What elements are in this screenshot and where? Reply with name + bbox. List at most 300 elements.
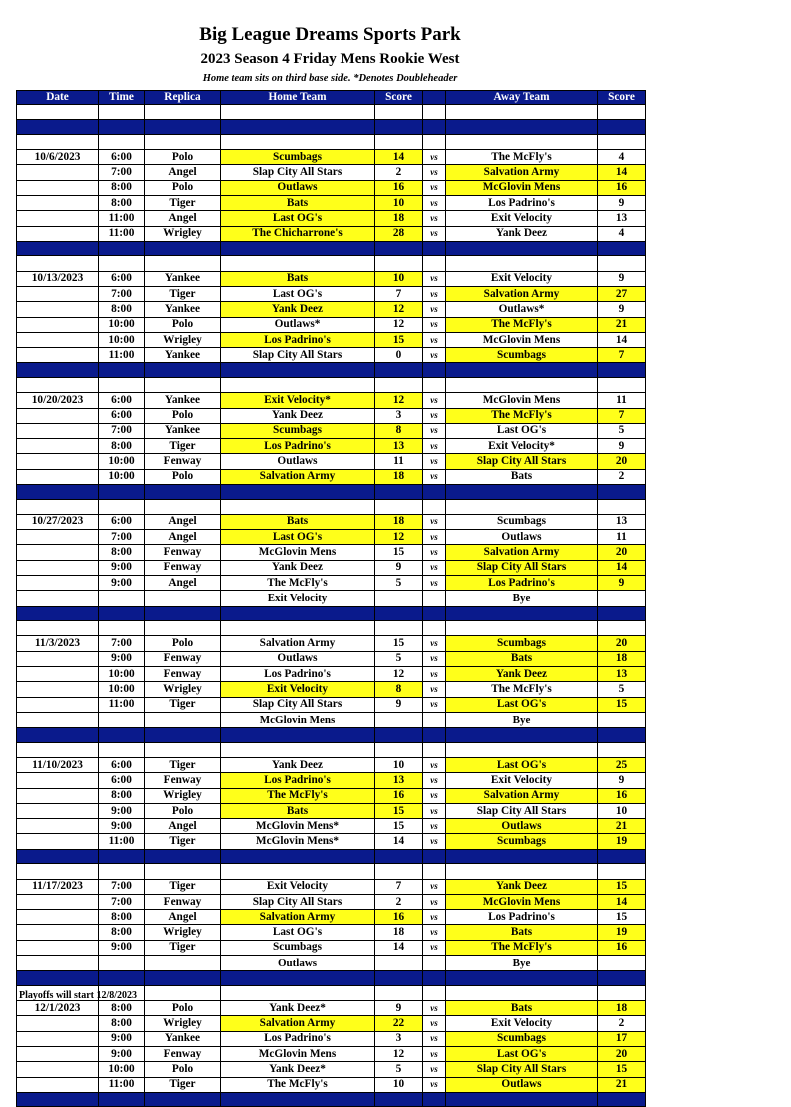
game-field: Angel [145,165,221,180]
away-score: 21 [598,819,646,834]
game-date [17,1047,99,1062]
home-team: The Chicharrone's [221,226,375,241]
blank-cell [423,134,446,149]
game-field: Fenway [145,773,221,788]
home-team: Last OG's [221,211,375,226]
table-row [17,226,646,241]
game-time: 11:00 [99,211,145,226]
vs-label: vs [423,910,446,925]
home-team: Yank Deez [221,757,375,772]
bye-team: McGlovin Mens [221,712,375,727]
game-date [17,651,99,666]
home-score: 12 [375,530,423,545]
game-time: 9:00 [99,576,145,591]
page-title: Big League Dreams Sports Park [199,24,461,45]
blank-cell [221,377,375,392]
home-score: 2 [375,894,423,909]
game-time: 8:00 [99,545,145,560]
away-team: Los Padrino's [446,195,598,210]
home-score: 12 [375,393,423,408]
vs-label: vs [423,651,446,666]
away-team: Slap City All Stars [446,1062,598,1077]
away-score: 11 [598,393,646,408]
away-team: McGlovin Mens [446,894,598,909]
away-team: Exit Velocity [446,211,598,226]
home-score: 5 [375,651,423,666]
away-team: Outlaws [446,819,598,834]
home-score: 14 [375,940,423,955]
vs-label: vs [423,454,446,469]
away-score: 9 [598,576,646,591]
home-score: 9 [375,697,423,712]
home-team: McGlovin Mens* [221,819,375,834]
away-score: 14 [598,332,646,347]
vs-label: vs [423,940,446,955]
away-score: 15 [598,697,646,712]
away-score: 17 [598,1031,646,1046]
col-header-replica: Replica [145,91,221,105]
away-score: 21 [598,317,646,332]
game-field: Yankee [145,423,221,438]
separator-cell [375,1092,423,1107]
blank-cell [99,377,145,392]
separator-cell [99,363,145,378]
game-field: Angel [145,910,221,925]
game-date [17,454,99,469]
col-header-date: Date [17,91,99,105]
away-team: Salvation Army [446,545,598,560]
game-time: 7:00 [99,530,145,545]
vs-label: vs [423,773,446,788]
game-date [17,1031,99,1046]
blank-row [17,134,646,149]
vs-label: vs [423,302,446,317]
blank-cell [17,742,99,757]
separator-cell [446,849,598,864]
game-date [17,591,99,606]
away-score: 14 [598,165,646,180]
table-row [17,757,646,772]
away-score: 19 [598,834,646,849]
vs-label: vs [423,1001,446,1016]
away-team: Los Padrino's [446,576,598,591]
game-time: 10:00 [99,332,145,347]
separator-cell [598,849,646,864]
table-row [17,925,646,940]
separator-cell [99,120,145,135]
game-date [17,894,99,909]
game-field: Yankee [145,271,221,286]
vs-label: vs [423,226,446,241]
bye-row [17,591,646,606]
game-field: Fenway [145,560,221,575]
home-team: Scumbags [221,423,375,438]
game-date: 11/17/2023 [17,879,99,894]
home-score: 22 [375,1016,423,1031]
game-field: Angel [145,576,221,591]
blank-cell [423,377,446,392]
away-team: Outlaws [446,530,598,545]
game-time: 11:00 [99,834,145,849]
vs-label [423,591,446,606]
game-field: Fenway [145,651,221,666]
game-time: 11:00 [99,1077,145,1092]
blank-cell [221,985,375,1000]
separator-cell [446,363,598,378]
separator-cell [423,849,446,864]
game-field: Tiger [145,439,221,454]
game-date [17,165,99,180]
game-field: Tiger [145,286,221,301]
blank-cell [423,742,446,757]
game-time: 9:00 [99,651,145,666]
separator-cell [423,363,446,378]
game-date [17,834,99,849]
blank-row [17,864,646,879]
game-time: 6:00 [99,393,145,408]
home-team: Scumbags [221,150,375,165]
vs-label: vs [423,667,446,682]
table-row [17,834,646,849]
separator-cell [423,241,446,256]
away-score: 9 [598,302,646,317]
game-date [17,408,99,423]
bye-team: Outlaws [221,956,375,971]
away-score: 11 [598,530,646,545]
table-row [17,332,646,347]
separator-cell [446,728,598,743]
away-score: 5 [598,682,646,697]
away-team: Bats [446,469,598,484]
game-date [17,956,99,971]
separator-cell [145,120,221,135]
blank-row [17,742,646,757]
home-score [375,712,423,727]
vs-label: vs [423,1062,446,1077]
table-row [17,211,646,226]
week-separator [17,849,646,864]
away-team: Bats [446,925,598,940]
home-score: 11 [375,454,423,469]
home-score: 18 [375,469,423,484]
game-time: 11:00 [99,697,145,712]
table-row [17,393,646,408]
blank-cell [99,256,145,271]
separator-cell [221,363,375,378]
game-field: Tiger [145,195,221,210]
game-field: Yankee [145,302,221,317]
separator-cell [221,971,375,986]
game-field: Polo [145,150,221,165]
blank-cell [99,105,145,120]
separator-cell [221,606,375,621]
home-team: Salvation Army [221,469,375,484]
table-row [17,271,646,286]
blank-cell [221,499,375,514]
home-score: 5 [375,1062,423,1077]
table-row [17,195,646,210]
table-row [17,1047,646,1062]
away-score: 25 [598,757,646,772]
away-score: 20 [598,545,646,560]
table-row [17,423,646,438]
blank-cell [145,985,221,1000]
game-time: 10:00 [99,469,145,484]
bye-team: Exit Velocity [221,591,375,606]
table-row [17,819,646,834]
col-header-home-team: Home Team [221,91,375,105]
home-team: Slap City All Stars [221,348,375,363]
away-team: Salvation Army [446,286,598,301]
game-time: 6:00 [99,271,145,286]
game-date [17,788,99,803]
home-score: 12 [375,667,423,682]
table-row [17,469,646,484]
week-separator [17,363,646,378]
home-team: Yank Deez* [221,1062,375,1077]
game-time: 8:00 [99,195,145,210]
home-score: 5 [375,576,423,591]
away-team: Salvation Army [446,788,598,803]
away-score: 9 [598,271,646,286]
game-field: Tiger [145,834,221,849]
game-field: Yankee [145,1031,221,1046]
blank-cell [221,105,375,120]
game-field: Tiger [145,697,221,712]
vs-label: vs [423,819,446,834]
vs-label: vs [423,682,446,697]
home-score: 7 [375,286,423,301]
home-team: Outlaws [221,454,375,469]
blank-cell [375,377,423,392]
game-date [17,423,99,438]
game-time [99,956,145,971]
separator-cell [598,606,646,621]
game-date: 10/6/2023 [17,150,99,165]
vs-label: vs [423,925,446,940]
game-date [17,667,99,682]
blank-cell [99,499,145,514]
game-field: Angel [145,530,221,545]
week-separator [17,1092,646,1107]
game-date [17,545,99,560]
vs-label: vs [423,408,446,423]
separator-cell [446,241,598,256]
blank-cell [145,134,221,149]
separator-cell [145,363,221,378]
table-row [17,545,646,560]
game-field: Angel [145,819,221,834]
table-row [17,576,646,591]
away-team: The McFly's [446,408,598,423]
table-row [17,788,646,803]
game-date [17,1077,99,1092]
separator-cell [446,971,598,986]
game-time: 10:00 [99,682,145,697]
away-score: 16 [598,788,646,803]
away-team: Last OG's [446,697,598,712]
game-time: 8:00 [99,1016,145,1031]
table-row [17,636,646,651]
separator-cell [99,485,145,500]
game-time: 9:00 [99,940,145,955]
table-row [17,150,646,165]
away-team: Slap City All Stars [446,803,598,818]
away-team: Scumbags [446,636,598,651]
separator-cell [221,485,375,500]
game-field: Tiger [145,940,221,955]
table-row [17,286,646,301]
blank-cell [99,621,145,636]
away-score: 9 [598,439,646,454]
home-score: 9 [375,560,423,575]
vs-label: vs [423,165,446,180]
week-separator [17,241,646,256]
game-time: 10:00 [99,667,145,682]
game-date [17,226,99,241]
home-team: Slap City All Stars [221,165,375,180]
blank-row [17,256,646,271]
separator-cell [375,606,423,621]
game-field: Tiger [145,1077,221,1092]
vs-label: vs [423,879,446,894]
home-team: Slap City All Stars [221,894,375,909]
separator-cell [446,1092,598,1107]
separator-cell [375,241,423,256]
table-row [17,894,646,909]
game-field: Fenway [145,667,221,682]
game-date: 11/10/2023 [17,757,99,772]
game-date [17,682,99,697]
game-field: Polo [145,408,221,423]
game-time: 10:00 [99,454,145,469]
game-time: 7:00 [99,165,145,180]
blank-cell [17,864,99,879]
blank-row [17,377,646,392]
away-score: 13 [598,211,646,226]
home-score: 0 [375,348,423,363]
table-row [17,910,646,925]
away-score [598,591,646,606]
blank-cell [598,499,646,514]
table-row [17,302,646,317]
away-team: Outlaws* [446,302,598,317]
separator-cell [145,485,221,500]
vs-label: vs [423,348,446,363]
separator-cell [17,241,99,256]
game-field: Tiger [145,879,221,894]
away-team: Last OG's [446,1047,598,1062]
home-score: 15 [375,803,423,818]
page-subtitle: 2023 Season 4 Friday Mens Rookie West [200,51,460,67]
home-score: 10 [375,271,423,286]
table-row [17,1077,646,1092]
home-team: Yank Deez* [221,1001,375,1016]
blank-cell [423,105,446,120]
away-score [598,956,646,971]
game-field: Wrigley [145,788,221,803]
game-time: 8:00 [99,1001,145,1016]
game-time: 9:00 [99,1047,145,1062]
separator-cell [375,849,423,864]
home-score: 14 [375,834,423,849]
vs-label: vs [423,894,446,909]
blank-cell [598,864,646,879]
blank-cell [375,621,423,636]
away-score: 4 [598,150,646,165]
vs-label: vs [423,332,446,347]
home-team: Salvation Army [221,636,375,651]
separator-cell [145,1092,221,1107]
away-team: Scumbags [446,834,598,849]
game-date [17,469,99,484]
game-date [17,317,99,332]
home-score: 13 [375,773,423,788]
blank-cell [145,105,221,120]
game-field: Polo [145,803,221,818]
home-score: 12 [375,317,423,332]
separator-cell [423,485,446,500]
home-score: 8 [375,423,423,438]
separator-cell [221,728,375,743]
home-score: 16 [375,910,423,925]
home-team: Salvation Army [221,1016,375,1031]
blank-cell [221,742,375,757]
away-team: Exit Velocity [446,773,598,788]
game-time: 9:00 [99,803,145,818]
away-team: McGlovin Mens [446,332,598,347]
game-time: 11:00 [99,226,145,241]
game-date [17,910,99,925]
separator-cell [375,485,423,500]
home-score: 8 [375,682,423,697]
table-row [17,439,646,454]
home-team: Yank Deez [221,408,375,423]
game-field: Polo [145,469,221,484]
home-team: Yank Deez [221,560,375,575]
blank-cell [375,105,423,120]
week-separator [17,606,646,621]
game-date [17,576,99,591]
blank-cell [99,742,145,757]
game-time: 7:00 [99,636,145,651]
table-row [17,1062,646,1077]
separator-cell [221,241,375,256]
away-team: Exit Velocity* [446,439,598,454]
blank-cell [598,742,646,757]
game-field [145,591,221,606]
vs-label: vs [423,545,446,560]
separator-cell [598,120,646,135]
away-team: Los Padrino's [446,910,598,925]
col-header-away-score: Score [598,91,646,105]
blank-cell [17,134,99,149]
game-field: Polo [145,636,221,651]
separator-cell [375,728,423,743]
game-field: Wrigley [145,925,221,940]
game-field: Polo [145,180,221,195]
game-date [17,180,99,195]
home-team: Scumbags [221,940,375,955]
vs-label: vs [423,1031,446,1046]
vs-label: vs [423,1047,446,1062]
separator-cell [145,728,221,743]
away-score: 14 [598,560,646,575]
away-team: Outlaws [446,1077,598,1092]
game-date [17,560,99,575]
blank-cell [446,134,598,149]
week-separator [17,971,646,986]
